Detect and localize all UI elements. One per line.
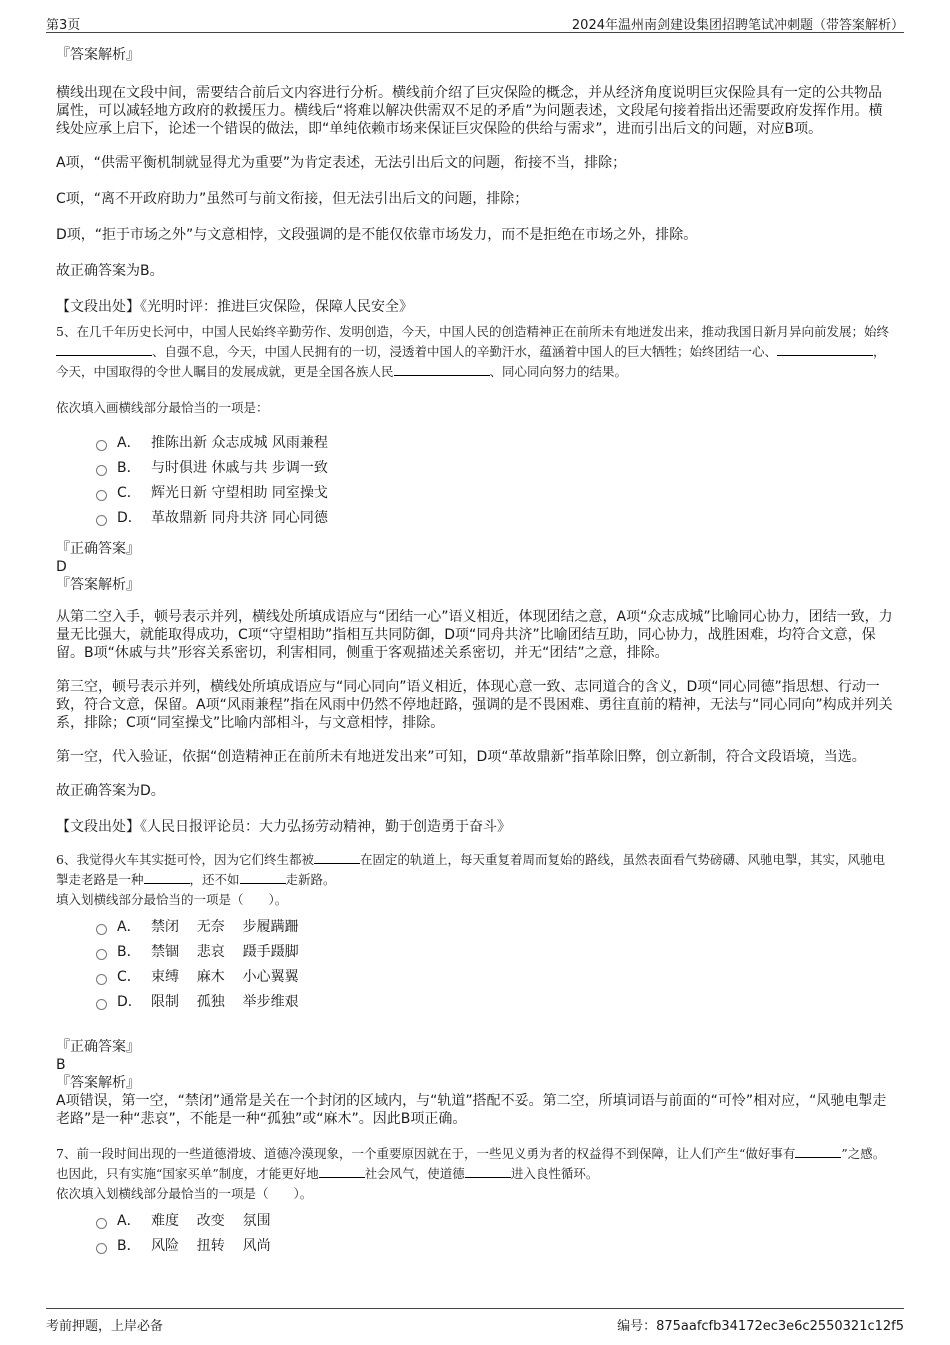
radio-icon[interactable]: [96, 515, 107, 526]
footer-slogan: 考前押题，上岸必备: [46, 1319, 164, 1334]
option-a[interactable]: A． 推陈出新 众志成城 风雨兼程: [96, 430, 894, 455]
source-citation: 【文段出处】《光明时评：推进巨灾保险，保障人民安全》: [56, 299, 413, 315]
radio-icon[interactable]: [96, 440, 107, 451]
correct-answer-label: 『正确答案』: [56, 1039, 140, 1055]
blank-line: [465, 1165, 511, 1178]
option-c[interactable]: C． 束缚 麻木 小心翼翼: [96, 964, 894, 989]
option-d[interactable]: D． 限制 孤独 举步维艰: [96, 989, 894, 1014]
question-stem: 5、在几千年历史长河中，中国人民始终辛勤劳作、发明创造，今天，中国人民的创造精神正在前所未有地迸发出来，推动我国日新月异向前发展；始终、自强不息，今天，中国人民拥有的一切，浸透着中国人的辛勤汗水，蕴涵着中国人的巨大牺牲；始终团结一心、 ，今天，中国取得的令世人瞩目的发展成就，更是全国各族人民 、同心同向努力的结果。: [56, 324, 889, 379]
blank-line: [240, 871, 286, 884]
question-prompt: 填入划横线部分最恰当的一项是（ ）。: [56, 892, 288, 907]
radio-icon[interactable]: [96, 1243, 107, 1254]
question-stem: 6、我觉得火车其实挺可怜，因为它们终生都被 在固定的轨道上，每天重复着周而复始的路线，虽然表面看气势磅礴、风驰电掣，其实，风驰电掣走老路是一种 ，还不如 走新路。: [56, 852, 885, 887]
radio-icon[interactable]: [96, 974, 107, 985]
page-header: [46, 12, 904, 33]
analysis-conclusion: 故正确答案为B。: [56, 263, 164, 279]
blank-line: [314, 851, 360, 864]
blank-line: [795, 1145, 841, 1158]
correct-answer-label: 『正确答案』: [56, 541, 140, 557]
radio-icon[interactable]: [96, 949, 107, 960]
options-list: [96, 914, 894, 1014]
options-list: [96, 1208, 894, 1258]
options-list: [96, 430, 894, 530]
radio-icon[interactable]: [96, 490, 107, 501]
option-b[interactable]: B． 与时俱进 休戚与共 步调一致: [96, 455, 894, 480]
blank-line: [319, 1165, 365, 1178]
page-footer: [46, 1308, 904, 1334]
option-d[interactable]: D． 革故鼎新 同舟共济 同心同德: [96, 505, 894, 530]
analysis-paragraph: C项，“离不开政府助力”虽然可与前文衔接，但无法引出后文的问题，排除；: [56, 191, 529, 207]
option-c[interactable]: C． 辉光日新 守望相助 同室操戈: [96, 480, 894, 505]
question-prompt: 依次填入划横线部分最恰当的一项是（ ）。: [56, 1186, 313, 1201]
blank-line: [56, 343, 152, 356]
page-content: [56, 46, 894, 1268]
analysis-paragraph: 第一空，代入验证，依据“创造精神正在前所未有地迸发出来”可知，D项“革故鼎新”指革除旧弊，创立新制，符合文段语境，当选。: [56, 749, 866, 765]
page-number: 第3页: [46, 18, 81, 33]
analysis-paragraph: 第三空，顿号表示并列，横线处所填成语应与“同心同向”语义相近，体现心意一致、志同道合的含义，D项“同心同德”指思想、行动一致，符合文意，保留。A项“风雨兼程”指在风雨中仍然不停地赶路，强调的是不畏困难、勇往直前的精神，无法与“同心同向”构成并列关系，排除；C项“同室操戈”比喻内部相斗，与文意相悖，排除。: [56, 679, 893, 731]
radio-icon[interactable]: [96, 1218, 107, 1229]
document-id: 编号：875aafcfb34172ec3e6c2550321c12f5: [617, 1319, 904, 1334]
analysis-paragraph: A项，“供需平衡机制就显得尤为重要”为肯定表述，无法引出后文的问题，衔接不当，排除；: [56, 155, 627, 171]
option-a[interactable]: A． 禁闭 无奈 步履蹒跚: [96, 914, 894, 939]
document-title: 2024年温州南剑建设集团招聘笔试冲刺题（带答案解析）: [571, 18, 904, 33]
blank-line: [777, 343, 873, 356]
question-prompt: 依次填入画横线部分最恰当的一项是：: [56, 400, 269, 415]
blank-line: [144, 871, 190, 884]
analysis-paragraph: 从第二空入手，顿号表示并列，横线处所填成语应与“团结一心”语义相近，体现团结之意，A项“众志成城”比喻同心协力，团结一致，力量无比强大，就能取得成功，C项“守望相助”指相互共同防御，D项“同舟共济”比喻团结互助，同心协力，战胜困难，均符合文意，保留。B项“休戚与共”形容关系密切，利害相同，侧重于客观描述关系密切，并无“团结”之意，排除。: [56, 609, 893, 661]
question-stem: 7、前一段时间出现的一些道德滑坡、道德冷漠现象，一个重要原因就在于，一些见义勇为者的权益得不到保障，让人们产生“做好事有 ”之感。也因此，只有实施“国家买单”制度，才能更好地 社会风气，使道德 进入良性循环。: [56, 1146, 886, 1181]
analysis-paragraph: A项错误，第一空，“禁闭”通常是关在一个封闭的区域内，与“轨道”搭配不妥。第二空，所填词语与前面的“可怜”相对应，“风驰电掣走老路”是一种“悲哀”，不能是一种“孤独”或“麻木”。因此B项正确。: [56, 1093, 887, 1127]
source-citation: 【文段出处】《人民日报评论员：大力弘扬劳动精神，勤于创造勇于奋斗》: [56, 819, 511, 835]
blank-line: [394, 363, 490, 376]
analysis-label: 『答案解析』: [56, 1075, 140, 1091]
analysis-label: 『答案解析』: [56, 47, 140, 63]
radio-icon[interactable]: [96, 924, 107, 935]
radio-icon[interactable]: [96, 465, 107, 476]
option-b[interactable]: B． 风险 扭转 风尚: [96, 1233, 894, 1258]
option-a[interactable]: A． 难度 改变 氛围: [96, 1208, 894, 1233]
analysis-paragraph: D项，“拒于市场之外”与文意相悖，文段强调的是不能仅依靠市场发力，而不是拒绝在市场之外，排除。: [56, 227, 698, 243]
analysis-conclusion: 故正确答案为D。: [56, 783, 165, 799]
radio-icon[interactable]: [96, 999, 107, 1010]
option-b[interactable]: B． 禁锢 悲哀 蹑手蹑脚: [96, 939, 894, 964]
analysis-label: 『答案解析』: [56, 577, 140, 593]
correct-answer: B: [56, 1057, 66, 1073]
correct-answer: D: [56, 559, 67, 575]
analysis-paragraph: 横线出现在文段中间，需要结合前后文内容进行分析。横线前介绍了巨灾保险的概念，并从经济角度说明巨灾保险具有一定的公共物品属性，可以减轻地方政府的救援压力。横线后“将难以解决供需双不足的矛盾”为问题表述，文段尾句接着指出还需要政府发挥作用。横线处应承上启下，论述一个错误的做法，即“单纯依赖市场来保证巨灾保险的供给与需求”，进而引出后文的问题，对应B项。: [56, 85, 883, 137]
